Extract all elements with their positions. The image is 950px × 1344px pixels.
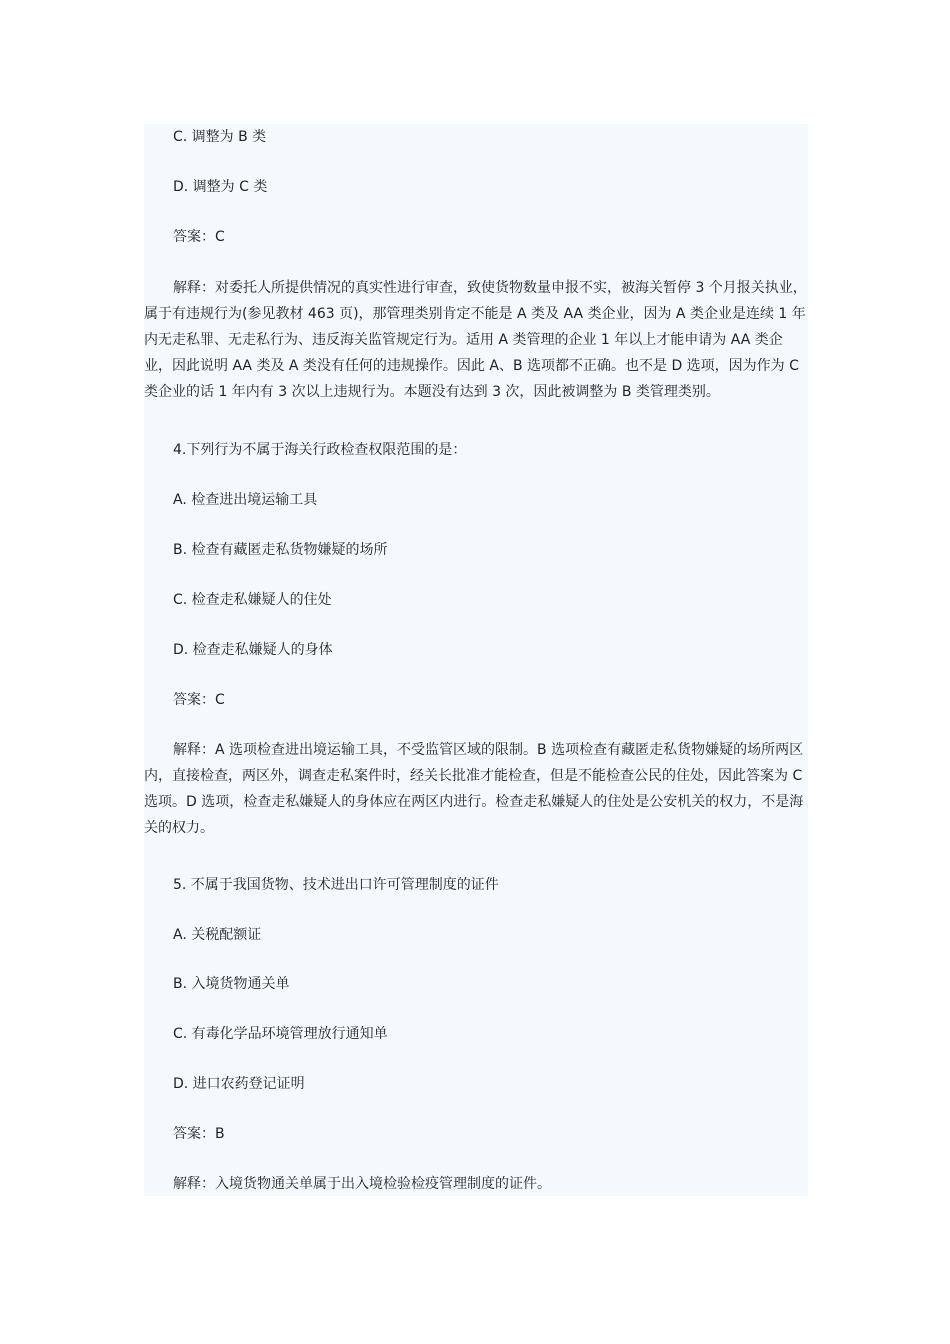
q5-question: 5. 不属于我国货物、技术进出口许可管理制度的证件 [173,877,499,893]
q4-option-a: A. 检查进出境运输工具 [173,492,318,508]
q4-question: 4.下列行为不属于海关行政检查权限范围的是： [173,442,467,458]
q4-option-b: B. 检查有藏匿走私货物嫌疑的场所 [173,542,388,558]
q5-answer: 答案：B [173,1126,225,1142]
q5-option-c: C. 有毒化学品环境管理放行通知单 [173,1026,388,1042]
q3-option-c: C. 调整为 B 类 [173,129,267,145]
q4-explanation [144,737,808,841]
q4-option-c: C. 检查走私嫌疑人的住处 [173,592,332,608]
q5-option-b: B. 入境货物通关单 [173,976,290,992]
q5-option-a: A. 关税配额证 [173,927,262,943]
q5-option-d: D. 进口农药登记证明 [173,1076,305,1092]
q5-explanation: 解释：入境货物通关单属于出入境检验检疫管理制度的证件。 [173,1176,551,1192]
q4-explanation-text: 解释：A 选项检查进出境运输工具，不受监管区域的限制。B 选项检查有藏匿走私货物嫌疑的场所两区内，直接检查，两区外，调查走私案件时，经关长批准才能检查，但是不能检查公民的住处，因此答案为 C 选项。D 选项，检查走私嫌疑人的身体应在两区内进行。检查走私嫌疑人的住处是公安机关的权力，不是海关的权力。 [144,742,804,836]
q3-option-d: D. 调整为 C 类 [173,179,268,195]
q3-explanation-text: 解释：对委托人所提供情况的真实性进行审查，致使货物数量申报不实，被海关暂停 3 个月报关执业，属于有违规行为(参见教材 463 页)，那管理类别肯定不能是 A 类及 AA 类企业，因为 A 类企业是连续 1 年内无走私罪、无走私行为、违反海关监管规定行为。适用 A 类管理的企业 1 年以上才能申请为 AA 类企业，因此说明 AA 类及 A 类没有任何的违规操作。因此 A、B 选项都不正确。也不是 D 选项，因为作为 C 类企业的话 1 年内有 3 次以上违规行为。本题没有达到 3 次，因此被调整为 B 类管理类别。 [144,280,807,400]
q4-option-d: D. 检查走私嫌疑人的身体 [173,642,333,658]
q3-answer: 答案：C [173,229,225,245]
q4-answer: 答案：C [173,692,225,708]
q3-explanation [144,275,808,405]
